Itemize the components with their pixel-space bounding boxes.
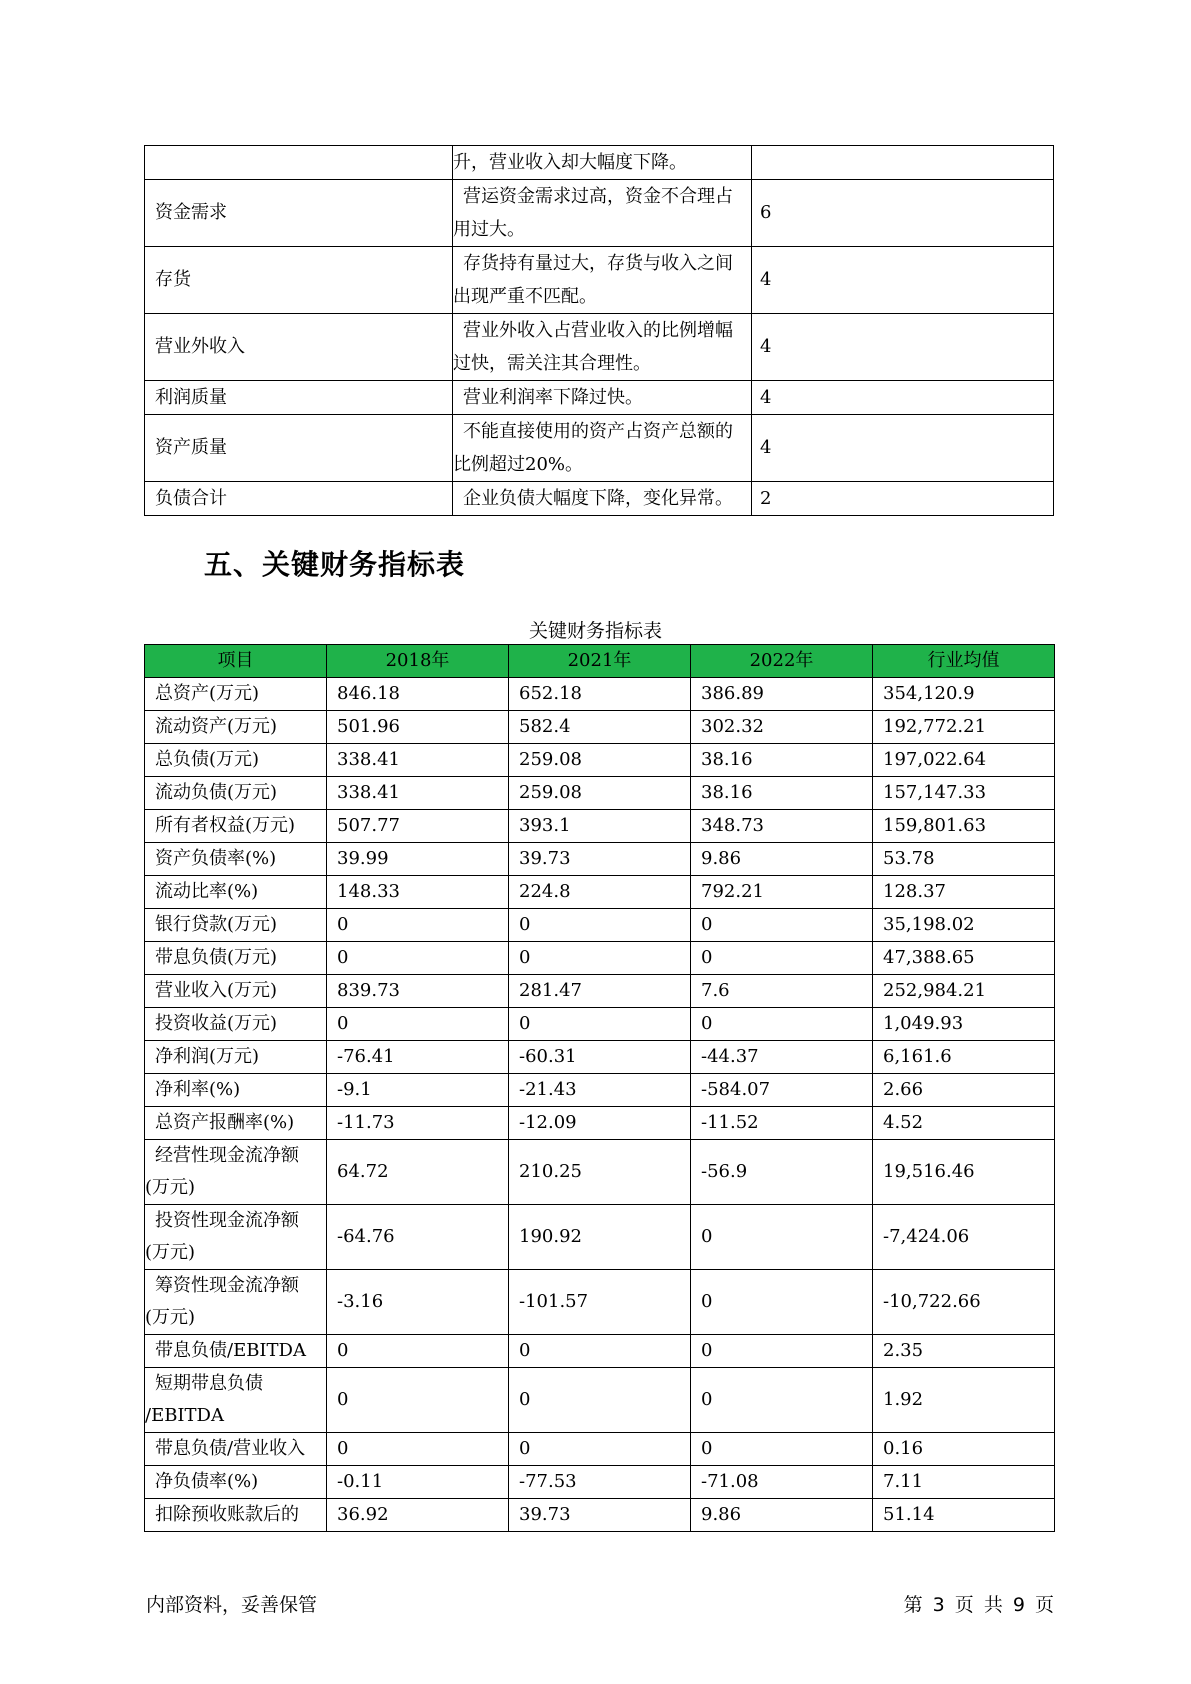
value-2022: 792.21: [691, 876, 873, 909]
indicator-label-line: 营业收入(万元): [155, 980, 278, 1001]
value-2018: 839.73: [327, 975, 509, 1008]
table-row: [145, 1205, 1055, 1270]
indicator-label-line: 筹资性现金流净额: [155, 1275, 299, 1296]
value-2022: 9.86: [691, 1499, 873, 1532]
value-industry-average: 197,022.64: [873, 744, 1055, 777]
risk-row: [145, 482, 1054, 516]
header-2022: 2022年: [691, 645, 873, 678]
value-2022: 9.86: [691, 843, 873, 876]
indicator-label-line: 净利率(%): [155, 1079, 241, 1100]
value-2021: 39.73: [509, 843, 691, 876]
table-caption: 关键财务指标表: [528, 620, 662, 642]
value-2021: 0: [509, 1008, 691, 1041]
indicator-label-line: 带息负债/EBITDA: [155, 1340, 306, 1361]
risk-desc: 企业负债大幅度下降，变化异常。: [453, 482, 752, 516]
risk-desc: 营业利润率下降过快。: [453, 381, 752, 415]
risk-row: [145, 314, 1054, 381]
indicator-label-line: 总负债(万元): [155, 749, 260, 770]
value-2022: 0: [691, 909, 873, 942]
value-2022: 0: [691, 1270, 873, 1335]
risk-score: 6: [752, 180, 1054, 247]
value-2022: 7.6: [691, 975, 873, 1008]
value-2018: 39.99: [327, 843, 509, 876]
value-2018: 507.77: [327, 810, 509, 843]
value-industry-average: 1,049.93: [873, 1008, 1055, 1041]
value-2018: -3.16: [327, 1270, 509, 1335]
value-2021: 582.4: [509, 711, 691, 744]
footer-confidential-note: 内部资料，妥善保管: [146, 1594, 318, 1616]
value-2021: 652.18: [509, 678, 691, 711]
value-2018: 0: [327, 942, 509, 975]
indicator-label-line: 短期带息负债: [155, 1373, 263, 1394]
value-2022: -584.07: [691, 1074, 873, 1107]
value-2018: -64.76: [327, 1205, 509, 1270]
value-2021: 0: [509, 942, 691, 975]
section-heading: 五、关键财务指标表: [204, 548, 466, 581]
table-row: [145, 1335, 1055, 1368]
indicator-label: [145, 909, 327, 942]
header-2021: 2021年: [509, 645, 691, 678]
risk-row: [145, 415, 1054, 482]
indicator-label-line: 所有者权益(万元): [155, 815, 296, 836]
value-2021: 259.08: [509, 777, 691, 810]
value-industry-average: 2.35: [873, 1335, 1055, 1368]
value-2022: -71.08: [691, 1466, 873, 1499]
risk-row: [145, 146, 1054, 180]
value-industry-average: 4.52: [873, 1107, 1055, 1140]
header-industry-average: 行业均值: [873, 645, 1055, 678]
value-industry-average: 2.66: [873, 1074, 1055, 1107]
value-2022: 0: [691, 1433, 873, 1466]
indicator-label: [145, 1466, 327, 1499]
value-industry-average: 192,772.21: [873, 711, 1055, 744]
value-2018: 0: [327, 1008, 509, 1041]
value-industry-average: 7.11: [873, 1466, 1055, 1499]
indicator-label-line: 总资产报酬率(%): [155, 1112, 295, 1133]
indicator-label: [145, 678, 327, 711]
indicator-label: [145, 1008, 327, 1041]
indicator-label: [145, 876, 327, 909]
value-2021: -77.53: [509, 1466, 691, 1499]
table-row: [145, 909, 1055, 942]
indicator-label-line: 流动比率(%): [155, 881, 259, 902]
risk-item: 资产质量: [145, 415, 453, 482]
value-2018: 0: [327, 1433, 509, 1466]
value-industry-average: 53.78: [873, 843, 1055, 876]
risk-table: [144, 145, 1054, 516]
table-row: [145, 744, 1055, 777]
value-industry-average: 128.37: [873, 876, 1055, 909]
value-2018: -0.11: [327, 1466, 509, 1499]
table-header-row: [145, 645, 1055, 678]
value-industry-average: 252,984.21: [873, 975, 1055, 1008]
value-industry-average: -10,722.66: [873, 1270, 1055, 1335]
value-industry-average: 157,147.33: [873, 777, 1055, 810]
indicator-label: [145, 777, 327, 810]
value-2018: 148.33: [327, 876, 509, 909]
value-2021: 39.73: [509, 1499, 691, 1532]
risk-desc: 营业外收入占营业收入的比例增幅过快，需关注其合理性。: [453, 314, 752, 381]
value-2022: 348.73: [691, 810, 873, 843]
risk-desc: 营运资金需求过高，资金不合理占用过大。: [453, 180, 752, 247]
value-2021: 0: [509, 1368, 691, 1433]
risk-item: 利润质量: [145, 381, 453, 415]
value-2021: -21.43: [509, 1074, 691, 1107]
value-2021: -60.31: [509, 1041, 691, 1074]
table-row: [145, 975, 1055, 1008]
table-row: [145, 810, 1055, 843]
indicator-label-line: 流动负债(万元): [155, 782, 278, 803]
value-2018: 338.41: [327, 777, 509, 810]
value-2021: 0: [509, 909, 691, 942]
value-2022: 38.16: [691, 744, 873, 777]
value-2018: -76.41: [327, 1041, 509, 1074]
value-2022: 0: [691, 1205, 873, 1270]
header-2018: 2018年: [327, 645, 509, 678]
risk-row: [145, 180, 1054, 247]
indicator-label-line: 银行贷款(万元): [155, 914, 278, 935]
value-industry-average: 35,198.02: [873, 909, 1055, 942]
value-2021: 0: [509, 1433, 691, 1466]
indicator-label-line: /EBITDA: [145, 1405, 224, 1426]
indicator-label-line: (万元): [145, 1307, 196, 1328]
indicator-label: [145, 744, 327, 777]
header-item: 项目: [145, 645, 327, 678]
value-2021: 224.8: [509, 876, 691, 909]
value-2022: 386.89: [691, 678, 873, 711]
value-2018: 0: [327, 1368, 509, 1433]
value-2021: 0: [509, 1335, 691, 1368]
risk-row: [145, 247, 1054, 314]
risk-item: [145, 146, 453, 180]
indicator-label: [145, 711, 327, 744]
indicator-label-line: 带息负债/营业收入: [155, 1438, 306, 1459]
value-2022: 0: [691, 942, 873, 975]
value-2018: 501.96: [327, 711, 509, 744]
table-row: [145, 1140, 1055, 1205]
risk-desc: 不能直接使用的资产占资产总额的比例超过20%。: [453, 415, 752, 482]
risk-desc: 存货持有量过大，存货与收入之间出现严重不匹配。: [453, 247, 752, 314]
value-industry-average: -7,424.06: [873, 1205, 1055, 1270]
value-industry-average: 354,120.9: [873, 678, 1055, 711]
table-row: [145, 1466, 1055, 1499]
value-2021: 393.1: [509, 810, 691, 843]
value-2022: 0: [691, 1368, 873, 1433]
value-2018: 338.41: [327, 744, 509, 777]
value-2022: -56.9: [691, 1140, 873, 1205]
table-row: [145, 777, 1055, 810]
indicator-label: [145, 843, 327, 876]
risk-score: 4: [752, 314, 1054, 381]
indicator-label-line: (万元): [145, 1177, 196, 1198]
key-financial-indicators-table: [144, 644, 1055, 1532]
value-2021: -101.57: [509, 1270, 691, 1335]
indicator-label-line: 净利润(万元): [155, 1046, 260, 1067]
value-2022: 302.32: [691, 711, 873, 744]
risk-score: [752, 146, 1054, 180]
value-2018: 36.92: [327, 1499, 509, 1532]
risk-score: 4: [752, 415, 1054, 482]
risk-item: 资金需求: [145, 180, 453, 247]
indicator-label-line: (万元): [145, 1242, 196, 1263]
value-2018: -9.1: [327, 1074, 509, 1107]
indicator-label-line: 流动资产(万元): [155, 716, 278, 737]
table-row: [145, 1008, 1055, 1041]
indicator-label: [145, 810, 327, 843]
table-row: [145, 843, 1055, 876]
indicator-label: [145, 1140, 327, 1205]
value-2021: 281.47: [509, 975, 691, 1008]
risk-item: 营业外收入: [145, 314, 453, 381]
indicator-label: [145, 975, 327, 1008]
table-row: [145, 1270, 1055, 1335]
table-row: [145, 1107, 1055, 1140]
indicator-label: [145, 1074, 327, 1107]
value-2018: 0: [327, 1335, 509, 1368]
value-2022: 0: [691, 1008, 873, 1041]
value-2022: 38.16: [691, 777, 873, 810]
indicator-label-line: 资产负债率(%): [155, 848, 277, 869]
table-row: [145, 711, 1055, 744]
risk-score: 4: [752, 247, 1054, 314]
value-2021: 259.08: [509, 744, 691, 777]
indicator-label: [145, 1041, 327, 1074]
indicator-label-line: 带息负债(万元): [155, 947, 278, 968]
table-row: [145, 942, 1055, 975]
risk-item: 负债合计: [145, 482, 453, 516]
value-2022: 0: [691, 1335, 873, 1368]
value-industry-average: 51.14: [873, 1499, 1055, 1532]
indicator-label: [145, 1499, 327, 1532]
value-2021: -12.09: [509, 1107, 691, 1140]
indicator-label: [145, 1205, 327, 1270]
indicator-label: [145, 1270, 327, 1335]
table-row: [145, 1499, 1055, 1532]
value-2018: 0: [327, 909, 509, 942]
risk-score: 4: [752, 381, 1054, 415]
value-2021: 190.92: [509, 1205, 691, 1270]
value-industry-average: 0.16: [873, 1433, 1055, 1466]
table-row: [145, 1041, 1055, 1074]
risk-desc: 升，营业收入却大幅度下降。: [453, 146, 752, 180]
footer-page-number: 第 3 页 共 9 页: [903, 1594, 1054, 1616]
indicator-label: [145, 1368, 327, 1433]
indicator-label-line: 总资产(万元): [155, 683, 260, 704]
indicator-label-line: 扣除预收账款后的: [155, 1504, 299, 1525]
table-row: [145, 876, 1055, 909]
indicator-label: [145, 942, 327, 975]
indicator-label: [145, 1433, 327, 1466]
table-row: [145, 1074, 1055, 1107]
value-industry-average: 159,801.63: [873, 810, 1055, 843]
risk-row: [145, 381, 1054, 415]
indicator-label-line: 净负债率(%): [155, 1471, 259, 1492]
value-2018: 846.18: [327, 678, 509, 711]
value-2022: -11.52: [691, 1107, 873, 1140]
indicator-label: [145, 1335, 327, 1368]
risk-item: 存货: [145, 247, 453, 314]
indicator-label-line: 投资性现金流净额: [155, 1210, 299, 1231]
value-industry-average: 19,516.46: [873, 1140, 1055, 1205]
risk-score: 2: [752, 482, 1054, 516]
indicator-label-line: 经营性现金流净额: [155, 1145, 299, 1166]
value-2021: 210.25: [509, 1140, 691, 1205]
table-row: [145, 1433, 1055, 1466]
value-2022: -44.37: [691, 1041, 873, 1074]
indicator-label-line: 投资收益(万元): [155, 1013, 278, 1034]
value-industry-average: 6,161.6: [873, 1041, 1055, 1074]
value-industry-average: 1.92: [873, 1368, 1055, 1433]
indicator-label: [145, 1107, 327, 1140]
table-row: [145, 678, 1055, 711]
value-2018: -11.73: [327, 1107, 509, 1140]
value-2018: 64.72: [327, 1140, 509, 1205]
value-industry-average: 47,388.65: [873, 942, 1055, 975]
table-row: [145, 1368, 1055, 1433]
